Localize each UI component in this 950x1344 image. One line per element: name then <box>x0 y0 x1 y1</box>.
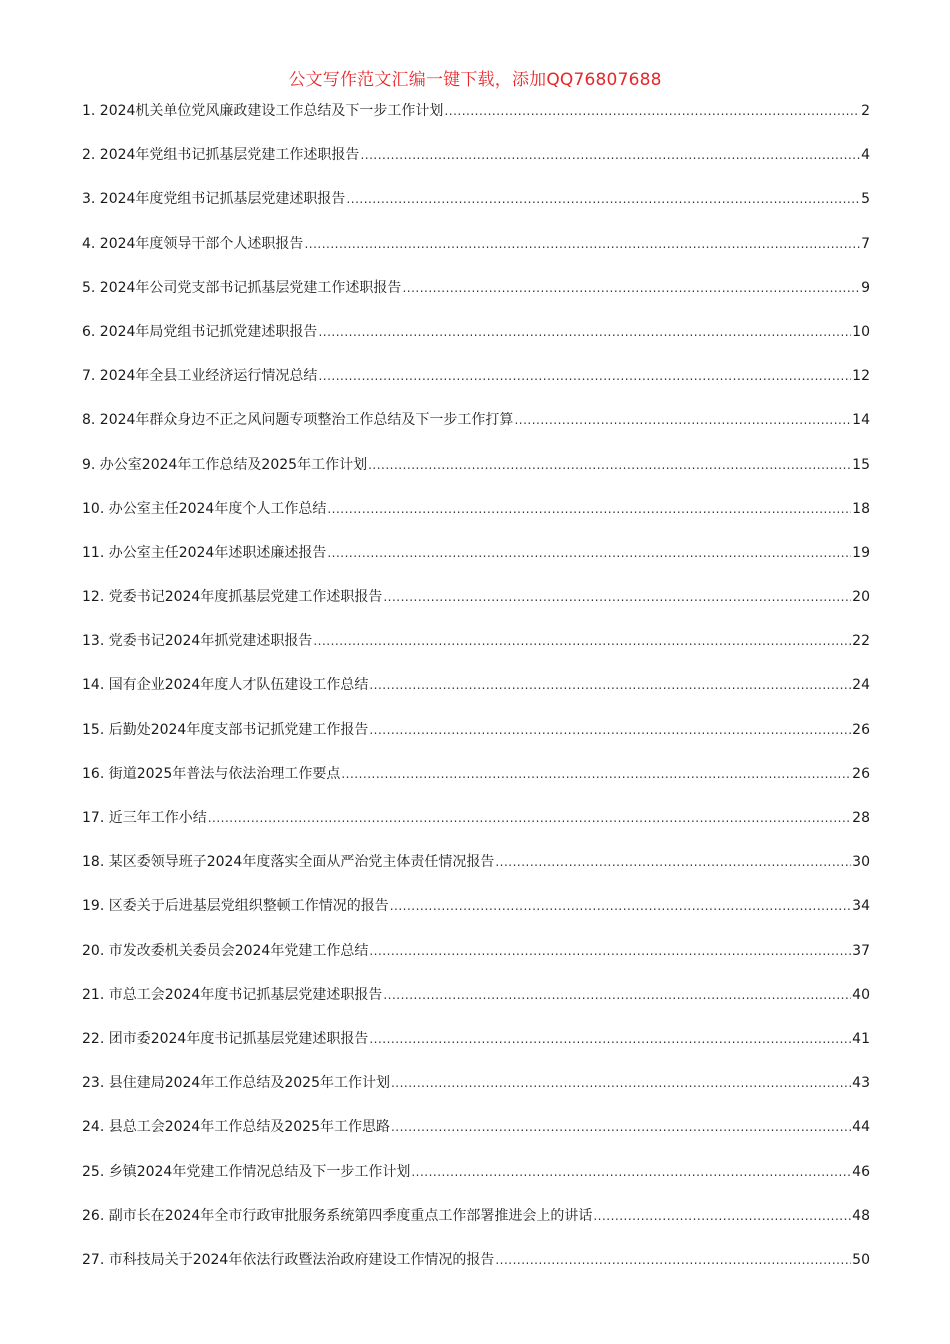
toc-entry-title: 11. 办公室主任2024年述职述廉述报告 <box>82 544 327 561</box>
toc-entry[interactable] <box>82 983 870 1027</box>
toc-entry-title: 1. 2024机关单位党风廉政建设工作总结及下一步工作计划 <box>82 103 444 119</box>
toc-dot-leader <box>444 99 860 123</box>
toc-entry[interactable] <box>82 453 870 497</box>
toc-entry-title: 22. 团市委2024年度书记抓基层党建述职报告 <box>82 1030 369 1047</box>
toc-entry-title: 2. 2024年党组书记抓基层党建工作述职报告 <box>82 147 360 164</box>
toc-entry-title: 5. 2024年公司党支部书记抓基层党建工作述职报告 <box>82 279 402 296</box>
toc-dot-leader <box>495 1248 851 1272</box>
toc-entry-page-number: 5 <box>861 191 870 208</box>
toc-entry[interactable] <box>82 232 870 276</box>
toc-entry-page-number: 7 <box>861 235 870 252</box>
toc-entry-title: 13. 党委书记2024年抓党建述职报告 <box>82 633 313 650</box>
toc-entry[interactable] <box>82 99 870 143</box>
toc-entry-page-number: 43 <box>852 1075 870 1092</box>
toc-entry-title: 9. 办公室2024年工作总结及2025年工作计划 <box>82 456 368 473</box>
toc-entry-title: 19. 区委关于后进基层党组织整顿工作情况的报告 <box>82 898 389 915</box>
toc-dot-leader <box>369 1027 851 1051</box>
toc-entry-page-number: 26 <box>852 721 870 738</box>
toc-entry-title: 14. 国有企业2024年度人才队伍建设工作总结 <box>82 677 369 694</box>
toc-entry-page-number: 9 <box>861 279 870 296</box>
toc-entry-page-number: 40 <box>852 986 870 1003</box>
toc-dot-leader <box>318 320 851 344</box>
toc-dot-leader <box>391 1115 851 1139</box>
toc-dot-leader <box>369 718 851 742</box>
toc-entry-page-number: 28 <box>852 810 870 826</box>
toc-entry-page-number: 26 <box>852 765 870 782</box>
header-banner-link[interactable]: 公文写作范文汇编一键下载，添加QQ76807688 <box>288 70 662 90</box>
toc-dot-leader <box>369 673 851 697</box>
toc-entry[interactable] <box>82 1248 870 1292</box>
toc-entry-page-number: 46 <box>852 1163 870 1180</box>
toc-entry[interactable] <box>82 718 870 762</box>
toc-dot-leader <box>327 497 851 521</box>
toc-entry-title: 21. 市总工会2024年度书记抓基层党建述职报告 <box>82 986 383 1003</box>
toc-entry[interactable] <box>82 408 870 452</box>
toc-entry-page-number: 34 <box>852 898 870 915</box>
toc-dot-leader <box>208 806 851 830</box>
toc-entry-page-number: 50 <box>852 1251 870 1268</box>
toc-entry[interactable] <box>82 1115 870 1159</box>
toc-entry[interactable] <box>82 143 870 187</box>
toc-entry-title: 6. 2024年局党组书记抓党建述职报告 <box>82 323 318 340</box>
toc-entry-title: 12. 党委书记2024年度抓基层党建工作述职报告 <box>82 589 383 606</box>
toc-entry[interactable] <box>82 1160 870 1204</box>
toc-entry[interactable] <box>82 276 870 320</box>
toc-dot-leader <box>383 983 851 1007</box>
toc-entry-title: 25. 乡镇2024年党建工作情况总结及下一步工作计划 <box>82 1163 411 1180</box>
toc-entry-page-number: 2 <box>861 103 870 119</box>
toc-entry-page-number: 10 <box>852 323 870 340</box>
toc-dot-leader <box>593 1204 851 1228</box>
toc-entry-page-number: 22 <box>852 633 870 650</box>
toc-entry-title: 7. 2024年全县工业经济运行情况总结 <box>82 368 318 385</box>
toc-entry-page-number: 41 <box>852 1030 870 1047</box>
toc-dot-leader <box>390 894 851 918</box>
toc-dot-leader <box>360 143 860 167</box>
toc-entry-page-number: 14 <box>852 412 870 429</box>
toc-entry-page-number: 30 <box>852 854 870 871</box>
toc-entry[interactable] <box>82 673 870 717</box>
toc-entry-page-number: 44 <box>852 1119 870 1136</box>
toc-entry[interactable] <box>82 1204 870 1248</box>
toc-entry-page-number: 12 <box>852 368 870 385</box>
toc-entry[interactable] <box>82 850 870 894</box>
toc-entry[interactable] <box>82 806 870 850</box>
toc-entry[interactable] <box>82 541 870 585</box>
toc-entry-page-number: 48 <box>852 1207 870 1224</box>
toc-dot-leader <box>369 939 851 963</box>
toc-entry[interactable] <box>82 364 870 408</box>
toc-dot-leader <box>411 1160 851 1184</box>
toc-entry-title: 24. 县总工会2024年工作总结及2025年工作思路 <box>82 1119 390 1136</box>
toc-entry-title: 10. 办公室主任2024年度个人工作总结 <box>82 500 327 517</box>
toc-entry-title: 20. 市发改委机关委员会2024年党建工作总结 <box>82 942 369 959</box>
toc-entry-title: 23. 县住建局2024年工作总结及2025年工作计划 <box>82 1075 390 1092</box>
toc-entry[interactable] <box>82 1071 870 1115</box>
toc-entry-title: 15. 后勤处2024年度支部书记抓党建工作报告 <box>82 721 369 738</box>
toc-entry[interactable] <box>82 585 870 629</box>
toc-dot-leader <box>495 850 851 874</box>
toc-entry-page-number: 4 <box>861 147 870 164</box>
toc-entry-title: 27. 市科技局关于2024年依法行政暨法治政府建设工作情况的报告 <box>82 1251 495 1268</box>
toc-dot-leader <box>346 187 860 211</box>
toc-dot-leader <box>383 585 851 609</box>
toc-entry-page-number: 15 <box>852 456 870 473</box>
toc-dot-leader <box>341 762 851 786</box>
toc-entry-title: 4. 2024年度领导干部个人述职报告 <box>82 235 304 252</box>
toc-dot-leader <box>304 232 860 256</box>
toc-entry-page-number: 24 <box>852 677 870 694</box>
toc-dot-leader <box>368 453 851 477</box>
toc-entry-page-number: 37 <box>852 942 870 959</box>
toc-entry-title: 8. 2024年群众身边不正之风问题专项整治工作总结及下一步工作打算 <box>82 412 514 429</box>
toc-entry-title: 16. 街道2025年普法与依法治理工作要点 <box>82 765 341 782</box>
toc-dot-leader <box>402 276 860 300</box>
toc-entry[interactable] <box>82 629 870 673</box>
toc-entry[interactable] <box>82 320 870 364</box>
toc-dot-leader <box>318 364 851 388</box>
toc-dot-leader <box>327 541 851 565</box>
toc-entry[interactable] <box>82 894 870 938</box>
toc-entry[interactable] <box>82 762 870 806</box>
table-of-contents <box>82 99 870 1292</box>
toc-entry-title: 17. 近三年工作小结 <box>82 810 207 826</box>
toc-dot-leader <box>514 408 851 432</box>
toc-entry[interactable] <box>82 187 870 231</box>
toc-entry-title: 18. 某区委领导班子2024年度落实全面从严治党主体责任情况报告 <box>82 854 495 871</box>
toc-entry-title: 3. 2024年度党组书记抓基层党建述职报告 <box>82 191 346 208</box>
toc-entry-page-number: 18 <box>852 500 870 517</box>
toc-entry-title: 26. 副市长在2024年全市行政审批服务系统第四季度重点工作部署推进会上的讲话 <box>82 1207 593 1224</box>
toc-entry-page-number: 19 <box>852 544 870 561</box>
toc-dot-leader <box>391 1071 851 1095</box>
toc-entry[interactable] <box>82 939 870 983</box>
toc-entry[interactable] <box>82 1027 870 1071</box>
toc-entry[interactable] <box>82 497 870 541</box>
toc-entry-page-number: 20 <box>852 589 870 606</box>
toc-dot-leader <box>313 629 851 653</box>
